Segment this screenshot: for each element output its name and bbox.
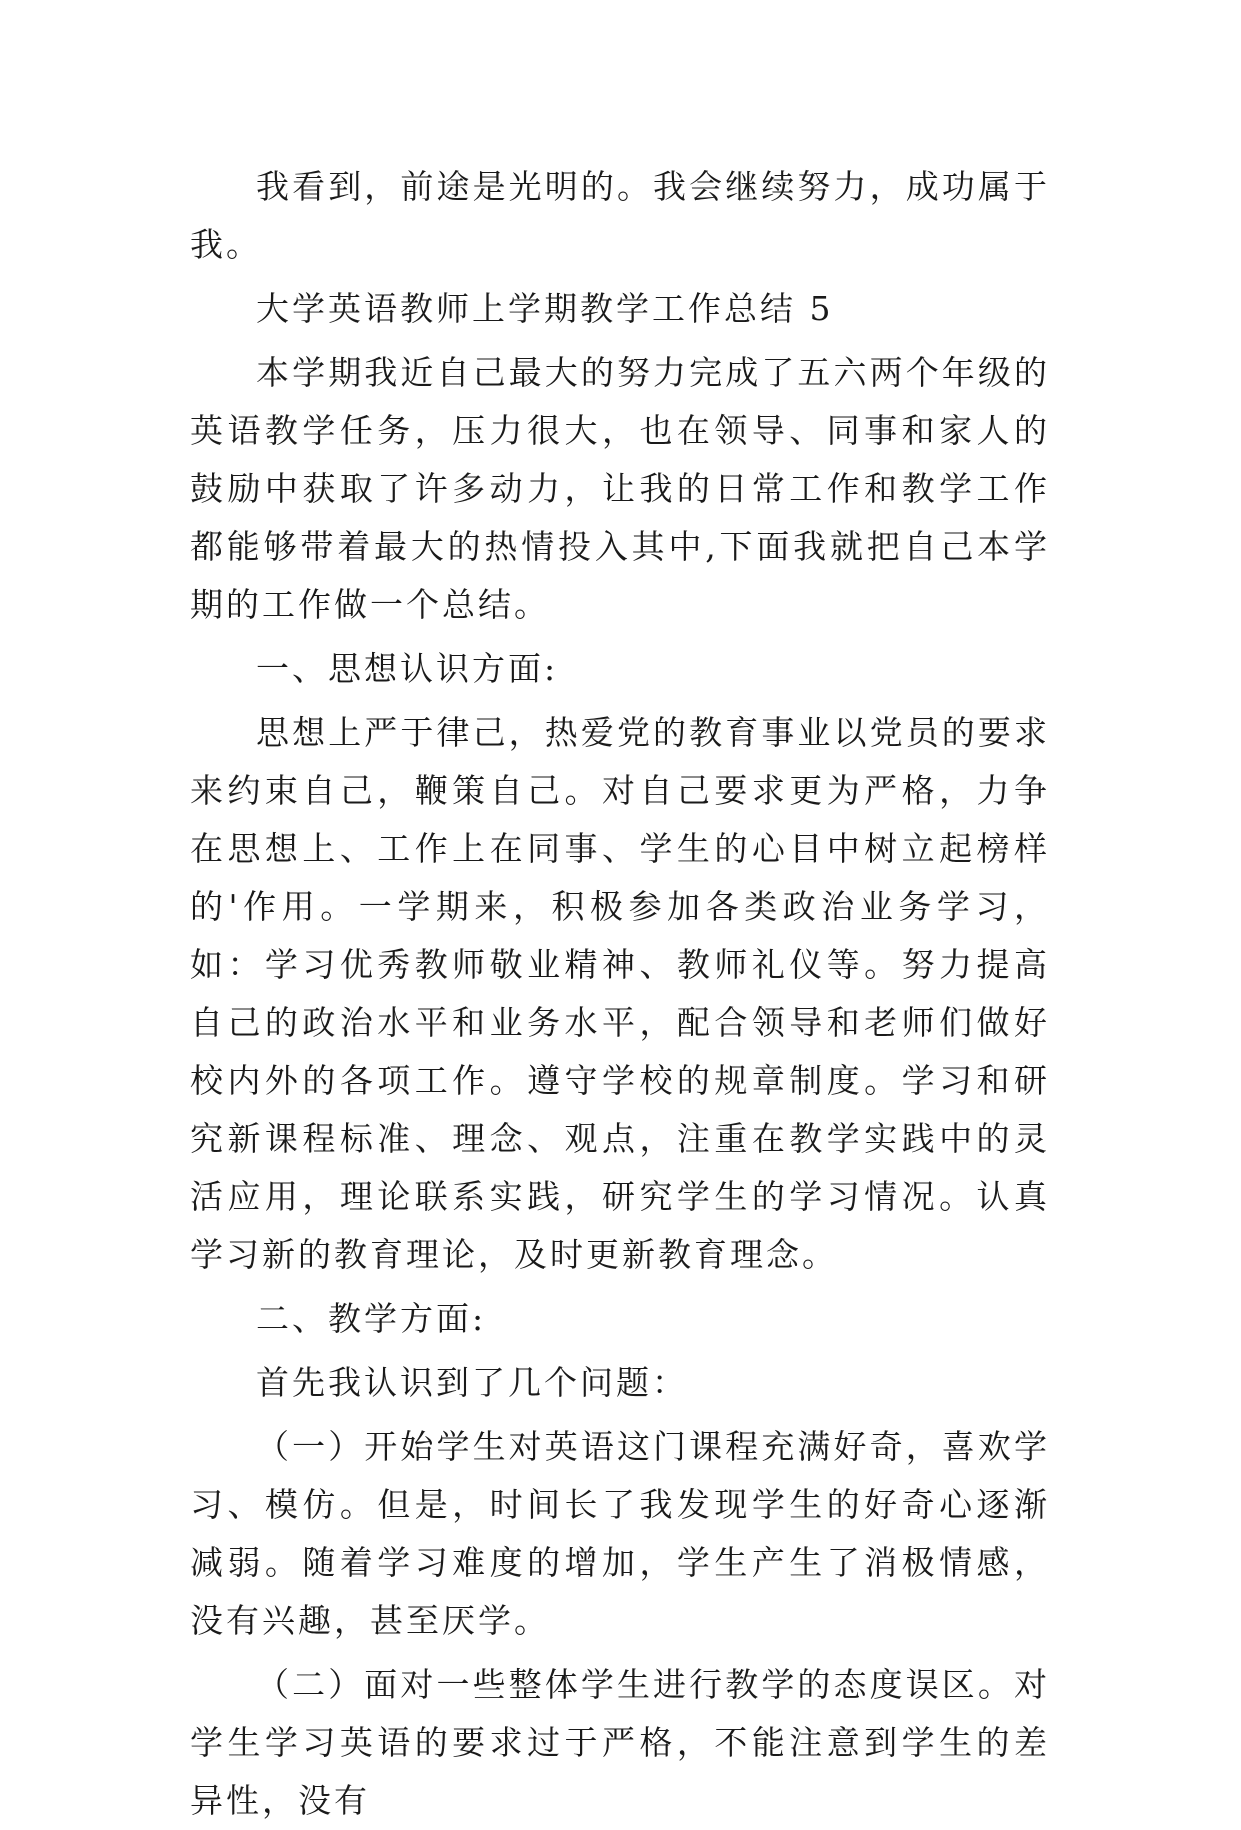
paragraph-intro: 本学期我近自己最大的努力完成了五六两个年级的英语教学任务，压力很大，也在领导、同事和家人的鼓励中获取了许多动力，让我的日常工作和教学工作都能够带着最大的热情投入其中,下面我就把自己本学期的工作做一个总结。 — [190, 353, 1050, 624]
paragraph-ideology: 思想上严于律己，热爱党的教育事业以党员的要求来约束自己，鞭策自己。对自己要求更为严格，力争在思想上、工作上在同事、学生的心目中树立起榜样的'作用。一学期来，积极参加各类政治业务学习，如：学习优秀教师敬业精神、教师礼仪等。努力提高自己的政治水平和业务水平，配合领导和老师们做好校内外的各项工作。遵守学校的规章制度。学习和研究新课程标准、理念、观点，注重在教学实践中的灵活应用，理论联系实践，研究学生的学习情况。认真学习新的教育理论，及时更新教育理念。 — [190, 713, 1050, 1274]
paragraph-problem-2: （二）面对一些整体学生进行教学的态度误区。对学生学习英语的要求过于严格，不能注意到学生的差异性，没有 — [190, 1665, 1050, 1820]
section-title: 大学英语教师上学期教学工作总结 5 — [256, 289, 834, 328]
document-body — [190, 158, 1050, 1830]
heading-teaching: 二、教学方面: — [256, 1299, 487, 1338]
heading-ideology: 一、思想认识方面: — [256, 649, 559, 688]
paragraph-problem-1: （一）开始学生对英语这门课程充满好奇，喜欢学习、模仿。但是，时间长了我发现学生的好奇心逐渐减弱。随着学习难度的增加，学生产生了消极情感，没有兴趣，甚至厌学。 — [190, 1427, 1050, 1640]
paragraph-closing-line: 我看到，前途是光明的。我会继续努力，成功属于我。 — [190, 167, 1050, 264]
paragraph-problems-intro: 首先我认识到了几个问题： — [256, 1363, 688, 1402]
